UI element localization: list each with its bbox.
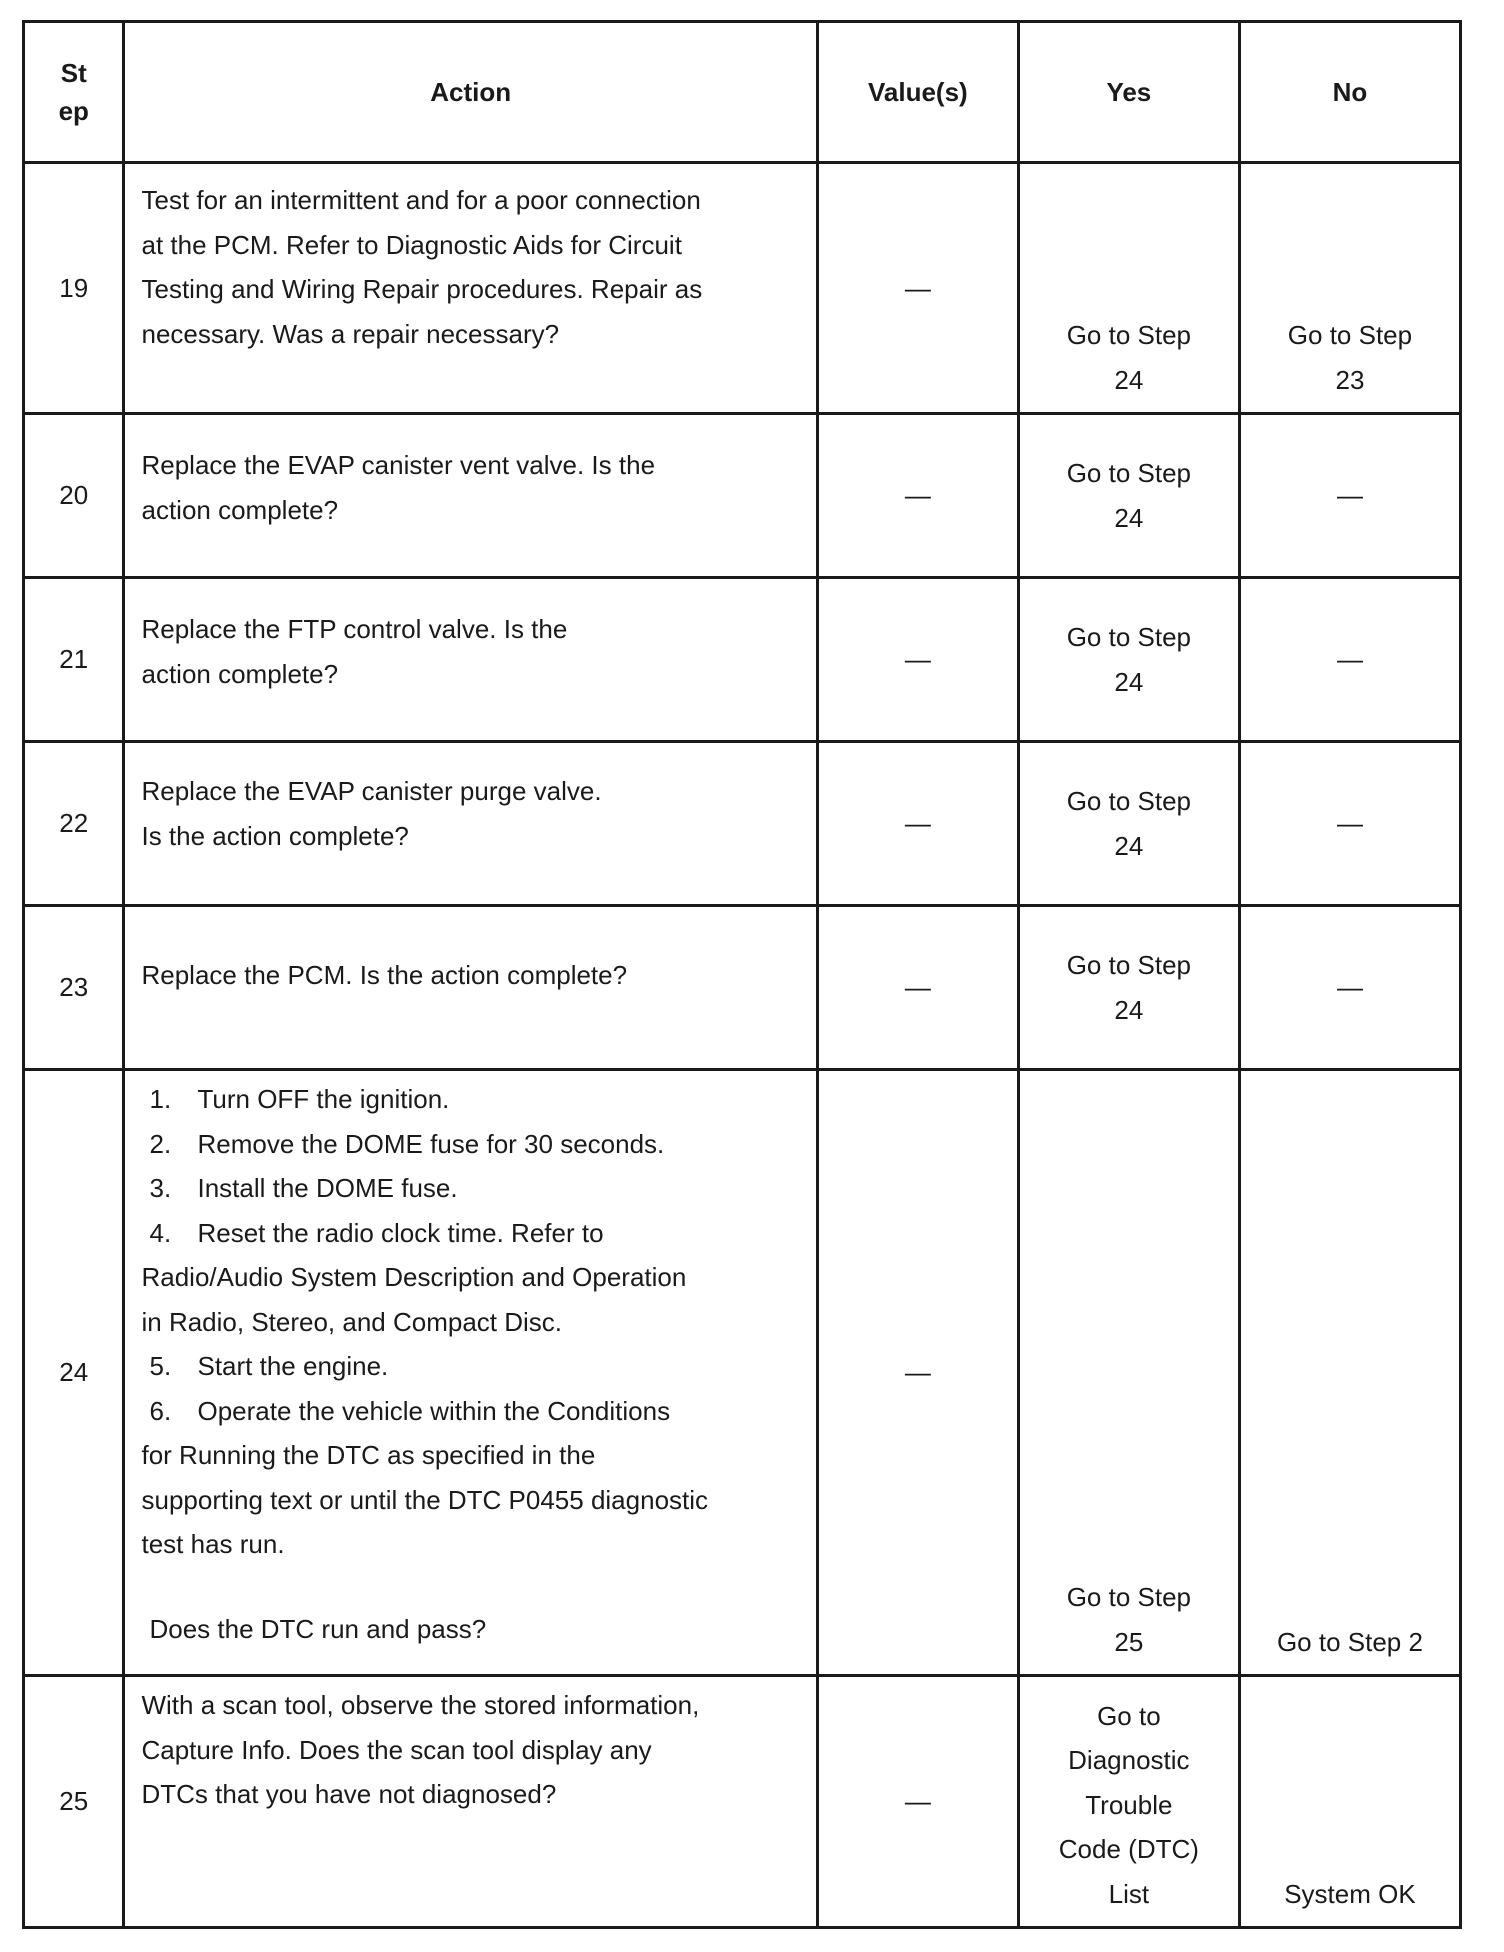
no-cell: — [1239, 742, 1460, 906]
yes-line: 24 [1114, 830, 1144, 861]
header-step [24, 22, 124, 163]
action-line: Replace the EVAP canister purge valve. [141, 776, 602, 806]
diagnostic-table [22, 20, 1462, 1929]
list-number: 4. [149, 1217, 172, 1248]
action-line: Capture Info. Does the scan tool display any [141, 1734, 652, 1765]
yes-line: 24 [1114, 502, 1144, 533]
action-question: Does the DTC run and pass? [149, 1613, 487, 1644]
header-step-line2: ep [58, 96, 89, 126]
yes-line: Go to Step [1066, 458, 1192, 488]
yes-line: 24 [1114, 364, 1144, 395]
table-row [24, 578, 1461, 742]
value-cell: — [817, 414, 1018, 578]
yes-line: Trouble [1085, 1789, 1173, 1820]
list-text: Operate the vehicle within the Conditions [197, 1395, 671, 1426]
table-row [24, 414, 1461, 578]
action-line: Replace the PCM. Is the action complete? [141, 960, 628, 990]
action-line: action complete? [141, 658, 339, 689]
action-line: for Running the DTC as specified in the [141, 1440, 596, 1470]
action-line: With a scan tool, observe the stored information, [141, 1690, 700, 1720]
action-line: Replace the FTP control valve. Is the [141, 614, 568, 644]
yes-cell [1018, 742, 1239, 906]
action-line: in Radio, Stereo, and Compact Disc. [141, 1306, 563, 1337]
step-number: 21 [24, 578, 124, 742]
yes-line: Go to Step [1066, 950, 1192, 980]
action-line: Is the action complete? [141, 820, 409, 851]
list-item [141, 1211, 801, 1256]
yes-line: 24 [1114, 994, 1144, 1025]
header-action: Action [124, 22, 817, 163]
step-number: 25 [24, 1676, 124, 1928]
yes-cell [1018, 906, 1239, 1070]
action-line: Radio/Audio System Description and Operation [141, 1262, 687, 1292]
action-text [124, 578, 817, 742]
no-cell: — [1239, 906, 1460, 1070]
list-text: Install the DOME fuse. [197, 1173, 458, 1203]
header-step-line1: St [60, 58, 87, 88]
action-line: at the PCM. Refer to Diagnostic Aids for Circuit [141, 229, 682, 260]
list-item [141, 1166, 801, 1211]
value-cell: — [817, 578, 1018, 742]
no-cell: — [1239, 414, 1460, 578]
action-line: Replace the EVAP canister vent valve. Is the [141, 450, 656, 480]
header-no: No [1239, 22, 1460, 163]
step-number: 23 [24, 906, 124, 1070]
no-cell [1239, 1070, 1460, 1676]
table-row [24, 1070, 1461, 1676]
value-cell: — [817, 1070, 1018, 1676]
action-text [124, 742, 817, 906]
value-cell: — [817, 163, 1018, 414]
no-cell [1239, 163, 1460, 414]
action-line: Test for an intermittent and for a poor connection [141, 185, 701, 215]
yes-line: Go to Step [1066, 1582, 1192, 1612]
header-row [24, 22, 1461, 163]
yes-line: Go to Step [1066, 320, 1192, 350]
yes-cell [1018, 1676, 1239, 1928]
list-item [141, 1344, 801, 1389]
no-line: Go to Step 2 [1276, 1626, 1423, 1657]
step-number: 20 [24, 414, 124, 578]
action-text [124, 1676, 817, 1928]
step-number: 24 [24, 1070, 124, 1676]
list-text: Turn OFF the ignition. [197, 1084, 450, 1114]
list-item [141, 1077, 801, 1122]
no-cell: — [1239, 578, 1460, 742]
action-line: test has run. [141, 1529, 285, 1559]
yes-line: Go to [1097, 1700, 1161, 1731]
action-text [124, 163, 817, 414]
no-line: Go to Step [1287, 320, 1413, 350]
yes-cell [1018, 578, 1239, 742]
yes-line: Go to Step [1066, 786, 1192, 816]
yes-line: Go to Step [1066, 622, 1192, 652]
list-number: 2. [149, 1128, 172, 1159]
action-line: DTCs that you have not diagnosed? [141, 1779, 557, 1809]
yes-line: 24 [1114, 666, 1144, 697]
yes-cell [1018, 1070, 1239, 1676]
action-text [124, 414, 817, 578]
list-text: Remove the DOME fuse for 30 seconds. [197, 1128, 665, 1159]
action-line: action complete? [141, 494, 339, 525]
no-line: 23 [1335, 364, 1365, 395]
list-text: Start the engine. [197, 1351, 389, 1381]
list-text: Reset the radio clock time. Refer to [197, 1217, 604, 1248]
no-cell [1239, 1676, 1460, 1928]
table-row [24, 906, 1461, 1070]
yes-line: Code (DTC) [1058, 1834, 1199, 1864]
table-row [24, 163, 1461, 414]
yes-line: Diagnostic [1068, 1745, 1190, 1775]
list-number: 6. [149, 1395, 172, 1426]
table-row [24, 742, 1461, 906]
value-cell: — [817, 742, 1018, 906]
list-number: 1. [149, 1084, 172, 1114]
value-cell: — [817, 1676, 1018, 1928]
step-number: 19 [24, 163, 124, 414]
header-yes: Yes [1018, 22, 1239, 163]
header-values: Value(s) [817, 22, 1018, 163]
action-line: necessary. Was a repair necessary? [141, 318, 560, 349]
action-text [124, 1070, 817, 1676]
value-cell: — [817, 906, 1018, 1070]
action-line: supporting text or until the DTC P0455 diagnostic [141, 1484, 709, 1515]
yes-line: 25 [1114, 1626, 1144, 1657]
no-line: System OK [1284, 1878, 1416, 1909]
yes-cell [1018, 414, 1239, 578]
list-number: 3. [149, 1173, 172, 1203]
action-text [124, 906, 817, 1070]
yes-line: List [1108, 1878, 1150, 1909]
yes-cell [1018, 163, 1239, 414]
list-number: 5. [149, 1351, 172, 1381]
step-number: 22 [24, 742, 124, 906]
list-item [141, 1389, 801, 1434]
spacer [141, 1567, 801, 1607]
table-row [24, 1676, 1461, 1928]
action-line: Testing and Wiring Repair procedures. Repair as [141, 274, 703, 304]
list-item [141, 1122, 801, 1167]
